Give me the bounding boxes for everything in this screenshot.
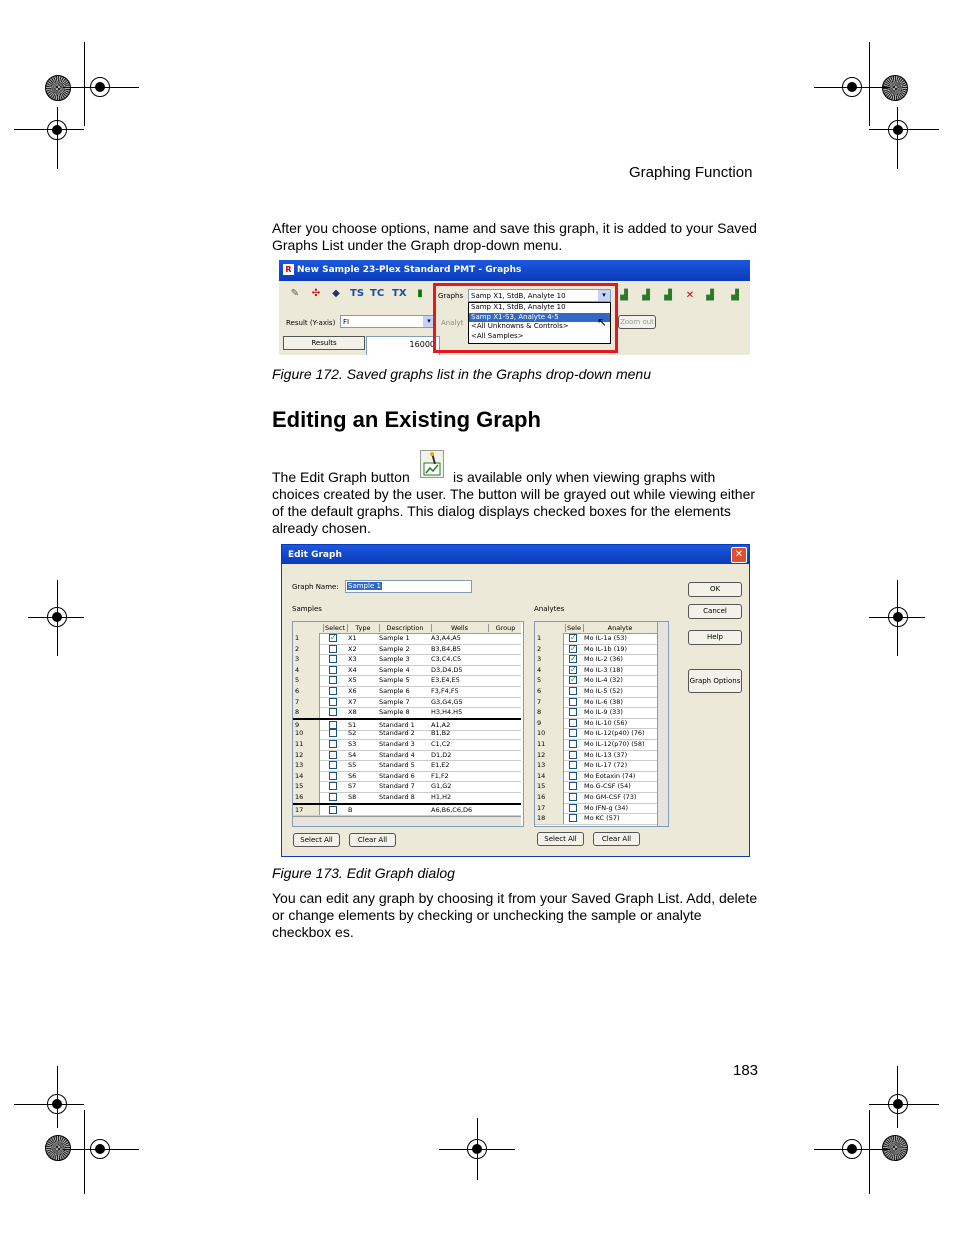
column-header[interactable]: Wells [431, 624, 487, 632]
row-number: 7 [293, 697, 320, 708]
select-checkbox[interactable] [329, 708, 337, 716]
table-row[interactable] [293, 803, 521, 817]
cancel-button[interactable]: Cancel [688, 604, 742, 619]
type-cell: X5 [348, 676, 357, 685]
graphs-label: Graphs [438, 292, 464, 300]
row-number: 5 [535, 675, 564, 686]
zoom-out-button[interactable]: Zoom out [618, 315, 656, 329]
ok-button[interactable]: OK [688, 582, 742, 597]
crop-line [84, 1110, 85, 1194]
row-number: 11 [535, 739, 564, 750]
type-cell: S7 [348, 782, 357, 791]
analyte-cell: Mo IL-17 (72) [584, 761, 628, 770]
row-number: 9 [535, 718, 564, 729]
registration-disc-icon [882, 1135, 908, 1161]
graphs-select[interactable]: Samp X1, StdB, Analyte 10 ▾ [468, 289, 611, 302]
row-number: 10 [293, 728, 320, 739]
select-checkbox[interactable] [329, 740, 337, 748]
select-checkbox[interactable] [569, 793, 577, 801]
samples-label: Samples [292, 605, 322, 613]
type-cell: X1 [348, 634, 357, 642]
select-checkbox[interactable] [569, 751, 577, 759]
app-icon: R [283, 264, 294, 275]
analyte-cell: Mo IL-1b (19) [584, 644, 628, 653]
window-title: New Sample 23-Plex Standard PMT - Graphs [297, 265, 522, 275]
description-cell: Sample 6 [379, 687, 410, 695]
row-number: 12 [293, 750, 320, 761]
description-cell: Sample 4 [379, 665, 410, 674]
column-header[interactable]: Analyte [583, 624, 656, 632]
select-checkbox[interactable] [569, 814, 577, 822]
description-cell: Sample 5 [379, 676, 410, 685]
row-number: 8 [535, 707, 564, 718]
chevron-down-icon[interactable]: ▾ [598, 290, 610, 301]
row-number: 12 [535, 750, 564, 761]
description-cell: Standard 4 [379, 750, 415, 759]
registration-target-icon [47, 1094, 67, 1114]
graph-name-input[interactable]: Sample 1 [345, 580, 472, 593]
row-number: 13 [535, 760, 564, 771]
analytes-select-all-button[interactable]: Select All [537, 832, 584, 846]
wells-cell: F1,F2 [431, 771, 449, 780]
crop-line [84, 42, 85, 126]
description-cell: Sample 7 [379, 697, 410, 706]
analyte-cell: Mo GM-CSF (73) [584, 793, 637, 801]
select-checkbox[interactable] [329, 676, 337, 684]
samples-clear-all-button[interactable]: Clear All [349, 833, 396, 847]
type-cell: X7 [348, 697, 357, 706]
select-checkbox[interactable] [329, 698, 337, 706]
row-number: 3 [293, 654, 320, 665]
type-cell: S1 [348, 720, 357, 729]
row-number: 9 [293, 720, 320, 731]
ts-icon[interactable]: TS [350, 288, 365, 299]
description-cell: Sample 8 [379, 708, 410, 717]
type-cell: S4 [348, 750, 357, 759]
select-checkbox[interactable]: ✓ [570, 643, 577, 653]
graph-export-icon[interactable]: ▟ [706, 290, 714, 301]
type-cell: S3 [348, 740, 357, 748]
highlight-box [433, 283, 618, 353]
figure-173-caption: Figure 173. Edit Graph dialog [272, 865, 455, 881]
select-checkbox[interactable] [329, 772, 337, 780]
type-cell: S6 [348, 771, 357, 780]
select-checkbox[interactable] [329, 666, 337, 674]
intro-paragraph: After you choose options, name and save this graph, it is added to your Saved Graphs List under the Graph drop-down menu. [272, 220, 757, 253]
closing-paragraph: You can edit any graph by choosing it from your Saved Graph List. Add, delete or change elements by checking or unchecking the sample or analyte checkbox es. [272, 890, 758, 940]
registration-target-icon [47, 120, 67, 140]
analyte-cell: Mo IL-2 (36) [584, 655, 623, 664]
row-number: 17 [293, 805, 320, 816]
results-panel: 16000 [366, 336, 440, 355]
edit-graph-icon[interactable]: ▟ [731, 290, 739, 301]
wells-cell: E3,E4,E5 [431, 676, 460, 685]
row-number: 6 [535, 686, 564, 697]
row-number: 16 [535, 792, 564, 803]
analytes-table[interactable] [534, 621, 669, 827]
description-cell: Standard 8 [379, 793, 415, 801]
edit-graph-button-icon [420, 450, 444, 478]
graph-add-icon[interactable]: ▟ [642, 290, 650, 301]
select-checkbox[interactable] [569, 804, 577, 812]
description-cell: Standard 2 [379, 729, 415, 738]
wells-cell: A6,B6,C6,D6 [431, 805, 473, 814]
wells-cell: G3,G4,G5 [431, 697, 463, 706]
section-heading: Editing an Existing Graph [272, 407, 541, 432]
select-checkbox[interactable]: ✓ [570, 664, 577, 674]
select-checkbox[interactable] [329, 729, 337, 737]
row-number: 6 [293, 686, 320, 697]
registration-target-icon [90, 77, 110, 97]
select-checkbox[interactable] [329, 806, 337, 814]
figure-172-caption: Figure 172. Saved graphs list in the Graphs drop-down menu [272, 366, 651, 382]
type-cell: S5 [348, 761, 357, 770]
select-checkbox[interactable] [569, 772, 577, 780]
analyte-cell: Mo IL-10 (56) [584, 718, 628, 727]
wand-icon[interactable]: ✎ [290, 288, 300, 299]
dropdown-item[interactable]: Samp X1, StdB, Analyte 10 [471, 303, 566, 311]
column-header[interactable]: Sele [565, 624, 582, 632]
registration-target-icon [842, 77, 862, 97]
analyte-cell: Mo IL-6 (38) [584, 697, 623, 706]
type-cell: X4 [348, 665, 357, 674]
select-checkbox[interactable] [329, 782, 337, 790]
chevron-down-icon[interactable]: ▾ [423, 316, 435, 327]
select-checkbox[interactable] [569, 708, 577, 716]
crop-line [869, 1110, 870, 1194]
edit-graph-dialog [281, 544, 750, 857]
graphs-window-screenshot [279, 260, 750, 355]
window-titlebar [279, 260, 750, 281]
description-cell: Standard 1 [379, 720, 415, 729]
select-checkbox[interactable]: ✓ [330, 633, 337, 642]
column-header[interactable]: Type [347, 624, 378, 632]
analyte-cell: Mo G-CSF (54) [584, 782, 631, 791]
analyte-cell: Mo IL-13 (37) [584, 750, 628, 759]
select-checkbox[interactable] [329, 687, 337, 695]
analyte-cell: Mo IL-12(p40) (76) [584, 729, 645, 738]
row-number: 17 [535, 803, 564, 814]
analyte-cell: Mo IL-3 (18) [584, 665, 623, 674]
wells-cell: G1,G2 [431, 782, 452, 791]
graph-icon[interactable]: ▟ [620, 290, 628, 301]
graph-delete-icon[interactable]: ✕ [685, 290, 695, 301]
analyte-cell: Mo IL-5 (52) [584, 687, 623, 695]
wells-cell: H1,H2 [431, 793, 452, 801]
select-checkbox[interactable] [569, 729, 577, 737]
type-cell: X6 [348, 687, 357, 695]
result-select[interactable]: FI ▾ [340, 315, 436, 328]
graph-edit-icon[interactable]: ▟ [664, 290, 672, 301]
type-cell: X3 [348, 655, 357, 664]
analyte-label: Analyt [441, 319, 464, 327]
wells-cell: F3,F4,F5 [431, 687, 459, 695]
eraser-icon[interactable]: ◆ [332, 288, 340, 299]
row-number: 14 [293, 771, 320, 782]
description-cell: Standard 7 [379, 782, 415, 791]
row-number: 4 [293, 665, 320, 676]
column-header[interactable]: Group [488, 624, 522, 632]
dropdown-item[interactable]: Samp X1-S3, Analyte 4-5 [469, 313, 610, 323]
column-header[interactable]: Description [379, 624, 430, 632]
select-checkbox[interactable] [329, 751, 337, 759]
description-cell: Sample 3 [379, 655, 410, 664]
registration-target-icon [888, 607, 908, 627]
tx-icon[interactable]: TX [392, 288, 407, 299]
select-checkbox[interactable]: ✓ [570, 654, 577, 664]
molecule-icon[interactable]: ✣ [311, 288, 321, 299]
select-checkbox[interactable]: ✓ [570, 633, 577, 642]
wells-cell: B1,B2 [431, 729, 451, 738]
row-number: 13 [293, 760, 320, 771]
type-cell: X2 [348, 644, 357, 653]
dropdown-item[interactable]: <All Unknowns & Controls> [471, 322, 569, 330]
description-cell: Standard 3 [379, 740, 415, 748]
type-cell: B [348, 805, 353, 814]
edit-graph-text-start: The Edit Graph button [272, 469, 410, 485]
row-number: 8 [293, 707, 320, 718]
row-number: 4 [535, 665, 564, 676]
row-number: 3 [535, 654, 564, 665]
graph-name-label: Graph Name: [292, 583, 339, 591]
registration-disc-icon [882, 75, 908, 101]
running-header: Graphing Function [629, 164, 753, 181]
wells-cell: A1,A2 [431, 720, 451, 729]
type-cell: X8 [348, 708, 357, 717]
column-header[interactable]: Select [324, 624, 346, 632]
dialog-titlebar [282, 545, 749, 564]
result-label: Result (Y-axis) [286, 319, 336, 327]
vertical-scrollbar[interactable] [657, 622, 668, 826]
wells-cell: C1,C2 [431, 740, 451, 748]
edit-graph-paragraph: choices created by the user. The button will be grayed out while viewing either of the default graphs. This dialog displays checked boxes for the elements already chosen. [272, 486, 756, 536]
wells-cell: E1,E2 [431, 761, 450, 770]
row-number: 18 [535, 813, 564, 824]
row-number: 11 [293, 739, 320, 750]
analyte-cell: Mo Eotaxin (74) [584, 771, 636, 780]
select-checkbox[interactable] [329, 761, 337, 769]
registration-target-icon [842, 1139, 862, 1159]
description-cell: Sample 2 [379, 644, 410, 653]
row-number: 14 [535, 771, 564, 782]
registration-target-icon [47, 607, 67, 627]
analyte-cell: Mo IL-9 (33) [584, 708, 623, 717]
select-checkbox[interactable] [569, 719, 577, 727]
mouse-pointer-icon: ↖ [597, 315, 608, 329]
select-checkbox[interactable]: ✓ [570, 675, 577, 685]
registration-target-icon [888, 120, 908, 140]
tc-icon[interactable]: TC [370, 288, 385, 299]
row-number: 2 [293, 644, 320, 655]
dropdown-item[interactable]: <All Samples> [471, 331, 524, 340]
page-number: 183 [733, 1062, 759, 1079]
registration-target-icon [90, 1139, 110, 1159]
row-number: 2 [535, 644, 564, 655]
registration-target-icon [888, 1094, 908, 1114]
select-checkbox[interactable] [569, 782, 577, 790]
samples-select-all-button[interactable]: Select All [293, 833, 340, 847]
row-number: 16 [293, 792, 320, 803]
table-row[interactable] [535, 813, 657, 825]
registration-disc-icon [45, 1135, 71, 1161]
wells-cell: A3,A4,A5 [431, 634, 461, 642]
wells-cell: D1,D2 [431, 750, 452, 759]
select-checkbox[interactable] [329, 793, 337, 801]
row-number: 15 [535, 781, 564, 792]
select-checkbox[interactable] [569, 687, 577, 695]
select-checkbox[interactable] [569, 698, 577, 706]
row-number: 15 [293, 781, 320, 792]
horizontal-scrollbar[interactable] [293, 816, 521, 826]
flag-icon[interactable]: ▮ [417, 288, 423, 299]
wells-cell: H3,H4,H5 [431, 708, 463, 717]
close-icon[interactable]: ✕ [731, 547, 747, 563]
row-number: 1 [535, 633, 564, 644]
registration-target-icon [467, 1139, 487, 1159]
type-cell: S2 [348, 729, 357, 738]
select-checkbox[interactable] [569, 740, 577, 748]
analytes-clear-all-button[interactable]: Clear All [593, 832, 640, 846]
description-cell: Standard 5 [379, 761, 415, 770]
help-button[interactable]: Help [688, 630, 742, 645]
wells-cell: C3,C4,C5 [431, 655, 462, 664]
analyte-cell: Mo IL-4 (32) [584, 676, 623, 685]
analytes-label: Analytes [534, 605, 565, 613]
select-checkbox[interactable] [569, 761, 577, 769]
analyte-cell: Mo IL-1a (53) [584, 634, 627, 642]
samples-table[interactable] [292, 621, 524, 827]
row-number: 7 [535, 697, 564, 708]
dialog-title: Edit Graph [288, 550, 342, 560]
analyte-cell: Mo IL-12(p70) (58) [584, 740, 645, 748]
select-checkbox[interactable] [329, 645, 337, 653]
analyte-cell: Mo KC (57) [584, 814, 620, 823]
results-tab[interactable]: Results [283, 336, 365, 350]
edit-graph-text-end: is available only when viewing graphs with [453, 469, 716, 485]
description-cell: Sample 1 [379, 634, 410, 642]
row-number: 5 [293, 675, 320, 686]
type-cell: S8 [348, 793, 357, 801]
description-cell: Standard 6 [379, 771, 415, 780]
select-checkbox[interactable] [329, 655, 337, 663]
graph-options-button[interactable]: Graph Options [688, 669, 742, 693]
crop-line [869, 42, 870, 126]
registration-disc-icon [45, 75, 71, 101]
row-number: 1 [293, 633, 320, 644]
analyte-cell: Mo IFN-g (34) [584, 803, 629, 812]
wells-cell: B3,B4,B5 [431, 644, 461, 653]
wells-cell: D3,D4,D5 [431, 665, 463, 674]
row-number: 10 [535, 728, 564, 739]
